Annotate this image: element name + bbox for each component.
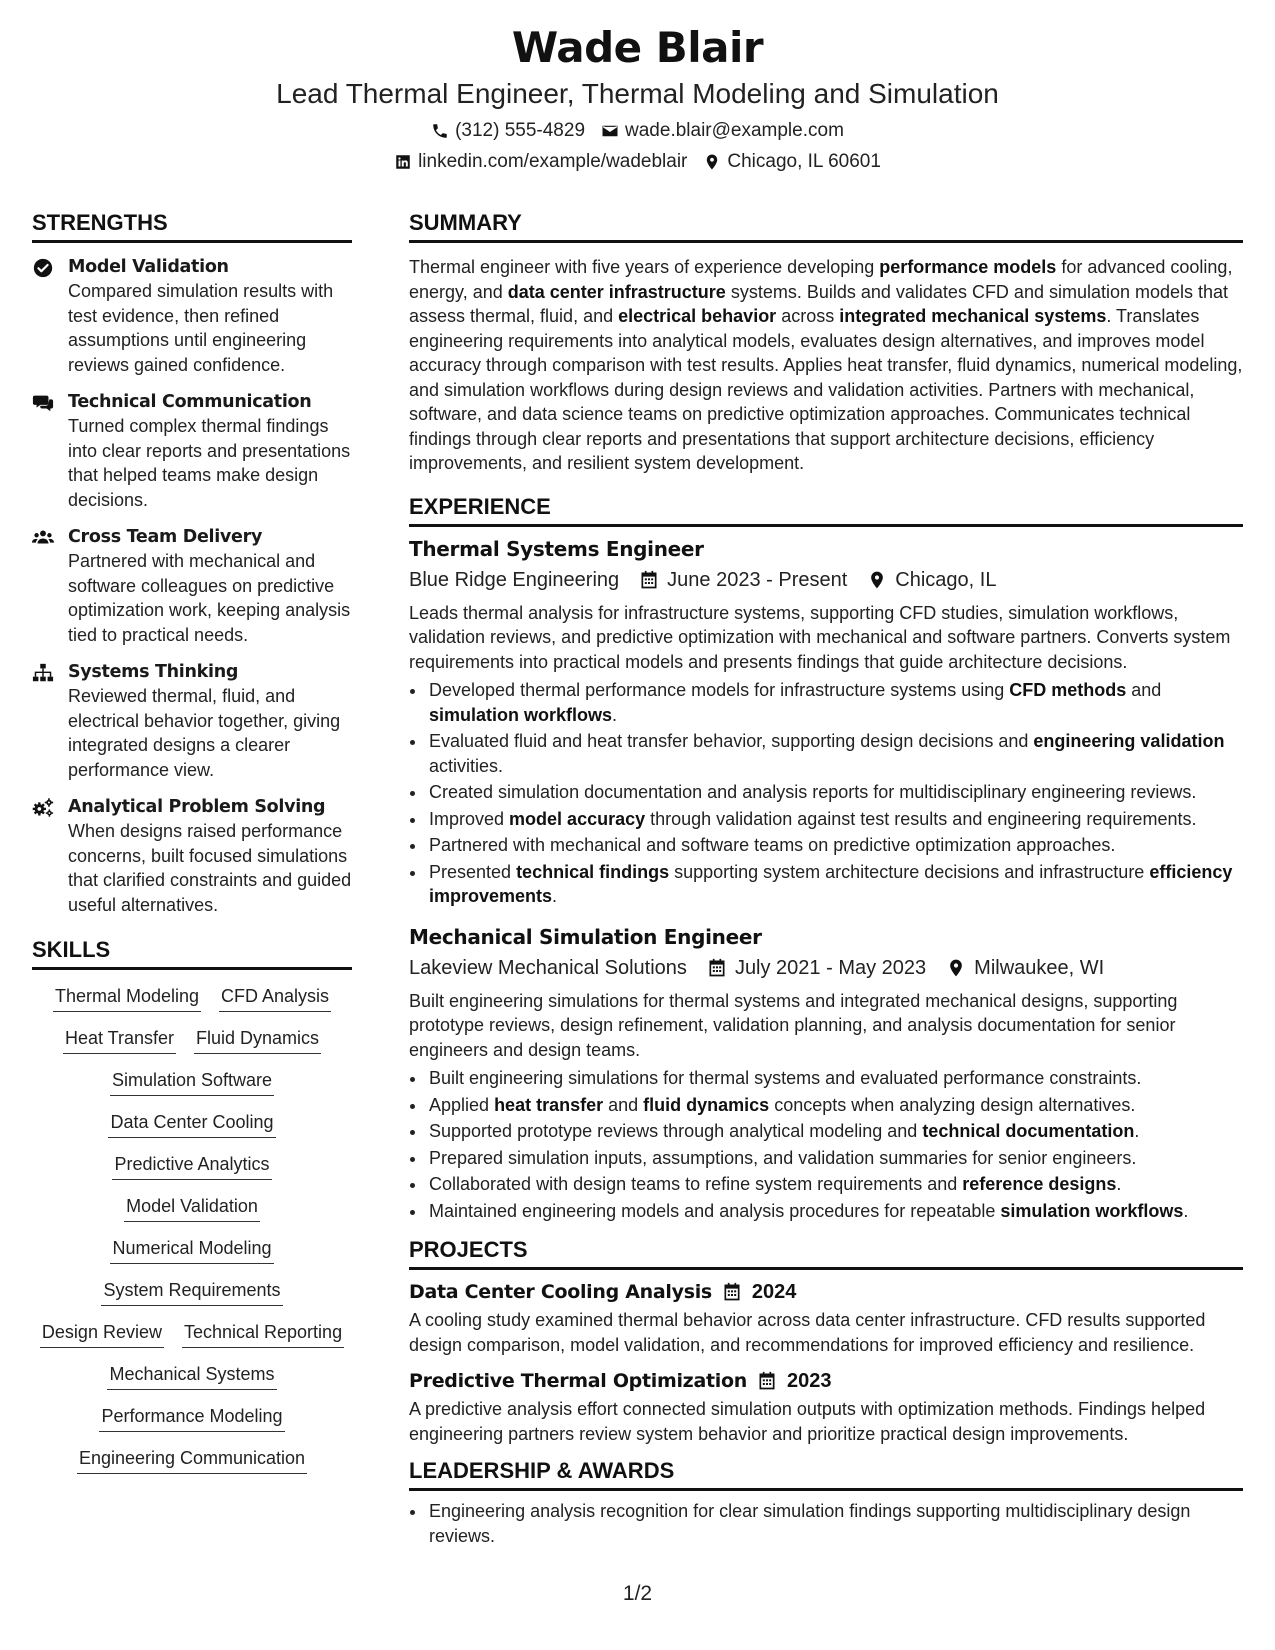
left-column <box>32 210 352 1474</box>
strength-item <box>32 795 352 917</box>
project-entry <box>409 1367 1243 1446</box>
leadership-item: • Engineering analysis recognition for clear simulation findings supporting multidisciplinary design reviews. <box>427 1499 1243 1548</box>
project-header <box>409 1278 1243 1306</box>
project-header <box>409 1367 1243 1395</box>
skill-chip: Data Center Cooling <box>108 1110 275 1138</box>
skill-chip: Model Validation <box>124 1194 260 1222</box>
job-entry <box>409 535 1243 909</box>
contact-row-2 <box>0 149 1275 175</box>
strength-desc: Turned complex thermal findings into clear reports and presentations that helped teams make design decisions. <box>68 416 351 510</box>
job-summary: Built engineering simulations for thermal systems and integrated mechanical designs, supporting prototype reviews, design refinement, validation planning, and analysis documentation for senior engineers and design teams. <box>409 990 1178 1060</box>
phone-icon <box>431 122 449 140</box>
gears-icon <box>32 797 54 819</box>
linkedin-contact[interactable] <box>394 149 687 175</box>
job-meta <box>409 953 1243 983</box>
strengths-heading: STRENGTHS <box>32 210 352 243</box>
page-number: 1/2 <box>622 1582 653 1605</box>
skill-chip: CFD Analysis <box>219 984 331 1012</box>
summary-heading: SUMMARY <box>409 210 1243 243</box>
skills-heading: SKILLS <box>32 937 352 970</box>
skill-chip: Performance Modeling <box>99 1404 284 1432</box>
strength-title: Model Validation <box>68 257 229 277</box>
email-text[interactable]: wade.blair@example.com <box>625 120 844 141</box>
bullet-item: • Evaluated fluid and heat transfer behavior, supporting design decisions and engineering validation activities. <box>427 729 1243 778</box>
bullet-item: • Maintained engineering models and analysis procedures for repeatable simulation workflows. <box>427 1199 1243 1224</box>
job-company: Blue Ridge Engineering <box>409 568 620 591</box>
skill-chip: Thermal Modeling <box>53 984 201 1012</box>
projects-heading: PROJECTS <box>409 1237 1243 1270</box>
skill-chip: Engineering Communication <box>77 1446 307 1474</box>
strength-title: Systems Thinking <box>68 662 239 682</box>
strength-desc: Partnered with mechanical and software colleagues on predictive optimization work, keeping analysis tied to practical needs. <box>68 551 351 645</box>
skill-chip: Simulation Software <box>110 1068 274 1096</box>
candidate-name: Wade Blair <box>511 23 764 72</box>
project-year: 2023 <box>786 1370 832 1392</box>
job-location: Milwaukee, WI <box>974 956 1105 979</box>
skill-chip: Mechanical Systems <box>107 1362 276 1390</box>
map-pin-icon <box>946 958 966 978</box>
strength-title: Technical Communication <box>68 392 312 412</box>
calendar-icon <box>757 1371 777 1391</box>
bullet-item: • Supported prototype reviews through analytical modeling and technical documentation. <box>427 1119 1243 1144</box>
bullet-item: • Prepared simulation inputs, assumptions, and validation summaries for senior engineers. <box>427 1146 1243 1171</box>
strength-item <box>32 525 352 647</box>
linkedin-icon <box>394 153 412 171</box>
job-summary: Leads thermal analysis for infrastructure systems, supporting CFD studies, simulation workflows, validation reviews, and predictive optimization with mechanical and software partners. Converts system requirements into practical models and presents findings that guide architecture decisions. <box>409 602 1231 672</box>
job-bullets <box>409 1066 1243 1223</box>
strength-item <box>32 660 352 782</box>
resume-header <box>0 22 1275 175</box>
bullet-item: • Improved model accuracy through validation against test results and engineering requirements. <box>427 807 1243 832</box>
project-title: Data Center Cooling Analysis <box>409 1281 712 1303</box>
skill-chip: Heat Transfer <box>63 1026 176 1054</box>
email-contact[interactable] <box>601 118 844 144</box>
bullet-item: • Partnered with mechanical and software teams on predictive optimization approaches. <box>427 833 1243 858</box>
phone-text: (312) 555-4829 <box>455 120 586 141</box>
summary-text: Thermal engineer with five years of experience developing performance models for advanced cooling, energy, and data center infrastructure systems. Builds and validates CFD and simulation models that assess thermal, fluid, and electrical behavior across integrated mechanical systems. Translates engineering requirements into analytical models, evaluates design alternatives, and improves model accuracy through comparison with test results. Applies heat transfer, fluid dynamics, numerical modeling, and simulation workflows during design reviews and validation activities. Partners with mechanical, software, and data science teams on predictive optimization approaches. Communicates technical findings through clear reports and presentations that support architecture decisions, efficiency improvements, and resilient system development. <box>409 257 1243 473</box>
strength-item <box>32 255 352 377</box>
leadership-list <box>409 1499 1243 1548</box>
project-title: Predictive Thermal Optimization <box>409 1370 747 1392</box>
job-title: Mechanical Simulation Engineer <box>409 924 762 949</box>
job-company: Lakeview Mechanical Solutions <box>409 956 687 979</box>
project-desc: A predictive analysis effort connected simulation outputs with optimization methods. Findings helped engineering partners review system behavior and prioritize practical design improvements. <box>409 1399 1206 1444</box>
calendar-icon <box>722 1282 742 1302</box>
job-dates: July 2021 - May 2023 <box>734 956 927 979</box>
right-column <box>409 210 1243 1550</box>
calendar-icon <box>707 958 727 978</box>
contact-row-1 <box>0 118 1275 144</box>
skill-chip: Fluid Dynamics <box>194 1026 321 1054</box>
strength-desc: When designs raised performance concerns, built focused simulations that clarified constraints and guided useful alternatives. <box>68 821 352 915</box>
strength-desc: Compared simulation results with test evidence, then refined assumptions until engineering reviews gained confidence. <box>68 281 334 375</box>
users-icon <box>32 527 54 549</box>
location-text: Chicago, IL 60601 <box>727 151 881 172</box>
experience-heading: EXPERIENCE <box>409 494 1243 527</box>
bullet-item: • Presented technical findings supporting system architecture decisions and infrastructure efficiency improvements. <box>427 860 1243 909</box>
skill-chip: System Requirements <box>101 1278 282 1306</box>
bullet-item: • Built engineering simulations for thermal systems and evaluated performance constraints. <box>427 1066 1243 1091</box>
job-meta <box>409 565 1243 595</box>
map-pin-icon <box>867 570 887 590</box>
project-desc: A cooling study examined thermal behavior across data center infrastructure. CFD results supported design comparison, model validation, and recommendations for improved efficiency and resilience. <box>409 1310 1206 1355</box>
job-bullets <box>409 678 1243 909</box>
bullet-item: • Collaborated with design teams to refine system requirements and reference designs. <box>427 1172 1243 1197</box>
bullet-item: • Created simulation documentation and analysis reports for multidisciplinary engineering reviews. <box>427 780 1243 805</box>
calendar-icon <box>639 570 659 590</box>
project-year: 2024 <box>751 1281 797 1303</box>
envelope-icon <box>601 122 619 140</box>
skill-chip: Design Review <box>40 1320 164 1348</box>
map-pin-icon <box>703 153 721 171</box>
skill-chip: Predictive Analytics <box>112 1152 271 1180</box>
skill-chip: Technical Reporting <box>182 1320 344 1348</box>
bullet-item: • Developed thermal performance models for infrastructure systems using CFD methods and simulation workflows. <box>427 678 1243 727</box>
strength-desc: Reviewed thermal, fluid, and electrical behavior together, giving integrated designs a clearer performance view. <box>68 686 341 780</box>
strength-title: Cross Team Delivery <box>68 527 263 547</box>
sitemap-icon <box>32 662 54 684</box>
strength-title: Analytical Problem Solving <box>68 797 326 817</box>
job-title: Thermal Systems Engineer <box>409 536 704 561</box>
project-entry <box>409 1278 1243 1357</box>
candidate-title: Lead Thermal Engineer, Thermal Modeling and Simulation <box>276 78 999 109</box>
job-entry <box>409 923 1243 1224</box>
job-dates: June 2023 - Present <box>667 568 848 591</box>
skills-list <box>32 984 352 1474</box>
location-contact <box>703 149 881 175</box>
job-location: Chicago, IL <box>895 568 997 591</box>
check-circle-icon <box>32 257 54 279</box>
skill-chip: Numerical Modeling <box>110 1236 273 1264</box>
linkedin-text[interactable]: linkedin.com/example/wadeblair <box>418 151 688 172</box>
bullet-item: • Applied heat transfer and fluid dynamics concepts when analyzing design alternatives. <box>427 1093 1243 1118</box>
strength-item <box>32 390 352 512</box>
phone-contact <box>431 118 585 144</box>
comments-icon <box>32 392 54 414</box>
leadership-heading: LEADERSHIP & AWARDS <box>409 1458 1243 1491</box>
